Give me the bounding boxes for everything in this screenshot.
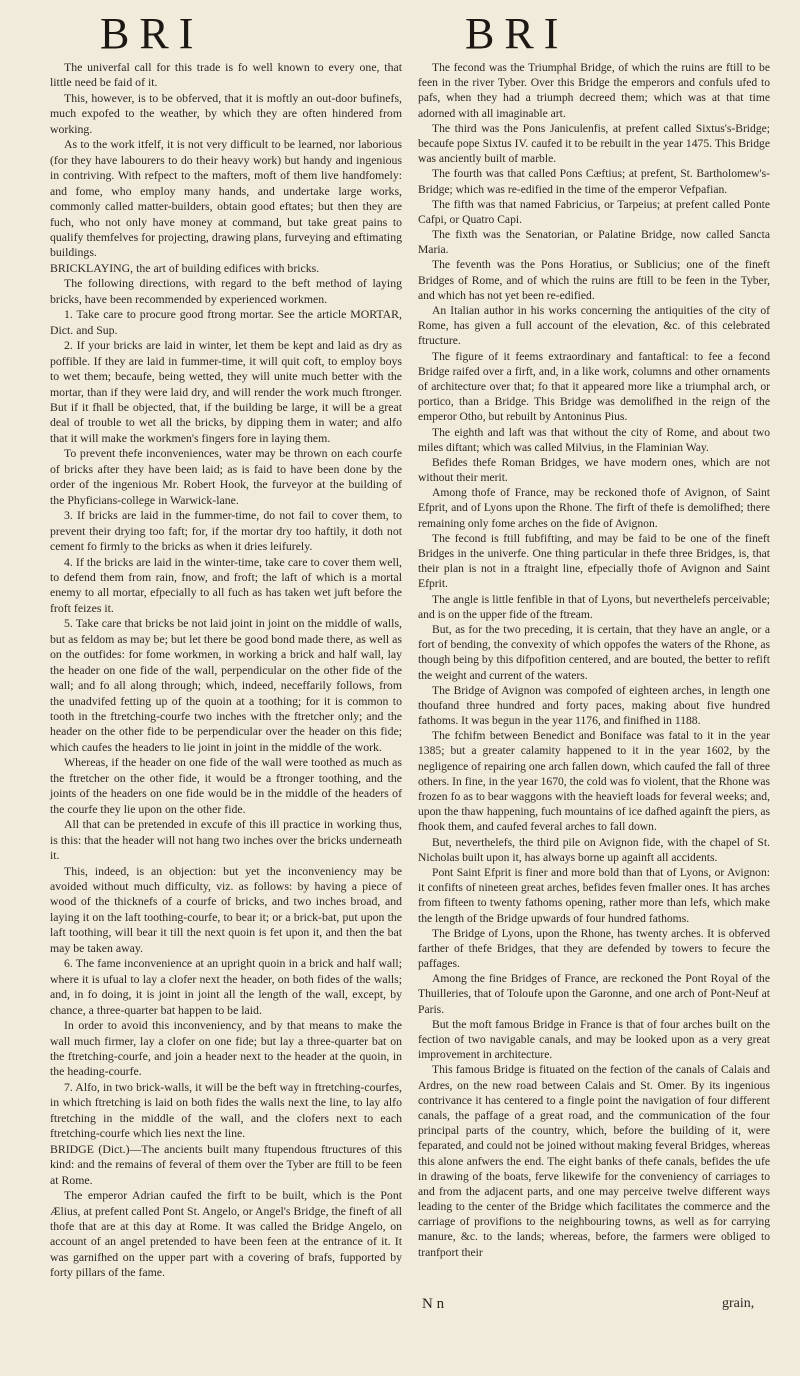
paragraph: But the moft famous Bridge in France is that of four arches built on the fection of two navigable canals, and may be looked upon as a very great improvement in architecture. (418, 1017, 770, 1062)
paragraph: The following directions, with regard to the beft method of laying bricks, have been recommended by experienced workmen. (50, 276, 402, 306)
paragraph: The figure of it feems extraordinary and fantaftical: to fee a fecond Bridge raifed over a firft, and, in a like work, columns and other ornaments of architecture over that; fo that it appeared more like a triumphal arch, or portico, than a Bridge. This Bridge was demolifhed in the reign of the emperor Otho, but rebuilt by Antoninus Pius. (418, 349, 770, 424)
entry-heading-paragraph: BRICKLAYING, the art of building edifices with bricks. (50, 260, 320, 275)
paragraph: The fixth was the Senatorian, or Palatine Bridge, now called Sancta Maria. (418, 228, 770, 257)
paragraph: The angle is little fenfible in that of Lyons, but neverthelefs perceivable; and is on the upper fide of the ftream. (418, 592, 770, 621)
running-header (0, 8, 800, 60)
entry-heading-paragraph: BRIDGE (Dict.)—The ancients built many ftupendous ftructures of this kind: and the remains of feveral of them over the Tyber are ftill to be feen at Rome. (50, 1141, 402, 1187)
left-column (50, 60, 402, 1281)
signature-mark: N n (422, 1296, 445, 1312)
paragraph: As to the work itfelf, it is not very difficult to be learned, nor laborious (for they have labourers to do their heavy work) but handy and ingenious in contriving. With refpect to the mafters, moft of them live handfomely: and fome, who employ many hands, and undertake large works, commonly called matter-builders, obtain good eftates; but then they are fuch, who not only have money at command, but take great pains to qualify themfelves for projecting, drawing plans, furveying and eftimating buildings. (50, 137, 402, 260)
paragraph: Among the fine Bridges of France, are reckoned the Pont Royal of the Thuilleries, that of Toloufe upon the Garonne, and one arch of Pont-Neuf at Paris. (418, 972, 770, 1016)
paragraph: 4. If the bricks are laid in the winter-time, take care to cover them well, to defend them from rain, fnow, and froft; the laft of which is a mortal enemy to all mortar, efpecially to all fuch as has taken wet juft before the froft feizes it. (50, 554, 402, 615)
paragraph: Befides thefe Roman Bridges, we have modern ones, which are not without their merit. (418, 455, 770, 485)
paragraph: The third was the Pons Janiculenfis, at prefent called Sixtus's-Bridge; becaufe pope Sixtus IV. caufed it to be rebuilt in the year 1475. This Bridge was anciently built of marble. (418, 121, 770, 166)
paragraph: The fifth was that named Fabricius, or Tarpeius; at prefent called Ponte Cafpi, or Quatro Capi. (418, 197, 770, 226)
paragraph: 3. If bricks are laid in the fummer-time, do not fail to cover them, to prevent their drying too faft; for, if the mortar dry too haftily, it doth not cement fo firmly to the bricks as when it dries leifurely. (50, 508, 402, 554)
running-head-left: BRI (100, 9, 204, 58)
paragraph: The emperor Adrian caufed the firft to be built, which is the Pont Ælius, at prefent called Pont St. Angelo, or Angel's Bridge, the fineft of all thofe that are at this day at Rome. It was called the Bridge Angelo, on account of an angel pretended to have been feen at the entrance of it. It was garnifhed on the upper part with a covering of brafs, fupported by forty pillars of the fame. (50, 1188, 402, 1280)
paragraph: But, neverthelefs, the third pile on Avignon fide, with the chapel of St. Nicholas built upon it, has always borne up againft all accidents. (418, 835, 770, 864)
paragraph: 2. If your bricks are laid in winter, let them be kept and laid as dry as poffible. If they are laid in fummer-time, it will quit coft, to employ boys to wet them; becaufe, being wetted, they will unite much better with the mortar, than if they were laid dry, and will render the work much ftronger. But if it fhall be objected, that, if the building be large, it will be a great deal of trouble to wet all the bricks, by dipping them in water; and alfo that it will make the workmen's fingers fore in laying them. (50, 338, 402, 445)
catchword: grain, (722, 1296, 755, 1311)
paragraph: The Bridge of Lyons, upon the Rhone, has twenty arches. It is obferved farther of thefe Bridges, that they are defended by towers to fecure the paffages. (418, 926, 770, 971)
paragraph: The feventh was the Pons Horatius, or Sublicius; one of the fineft Bridges of Rome, and of which the ruins are ftill to be feen in the Tyber, and which has not yet been re-edified. (418, 258, 770, 302)
running-head-right: BRI (465, 9, 569, 58)
paragraph: 5. Take care that bricks be not laid joint in joint on the middle of walls, but as feldom as may be; but let there be good bond made there, as well as on the outfides: for fome workmen, in working a brick and half wall, lay the header on one fide of the wall, perpendicular on the other fide of the wall; and fo all along through; which, indeed, neceffarily follows, from the unadvifed fetting up of the quoin at a toothing; for it is common to tooth in the ftretching-courfe two inches with the ftretcher only; and the header on the other fide to be perpendicular over the header on this fide; which caufes the headers to lie joint in joint in the middle of the work. (50, 616, 402, 754)
paragraph: The fecond is ftill fubfifting, and may be faid to be one of the fineft Bridges in the univerfe. One thing particular in thefe three Bridges, is, that their plan is not in a ftraight line, efpecially thofe of Avignon and Saint Efprit. (418, 531, 770, 591)
paragraph: An Italian author in his works concerning the antiquities of the city of Rome, has given a full account of the elevation, &c. of this celebrated ftructure. (418, 304, 770, 348)
paragraph: This, however, is to be obferved, that it is moftly an out-door bufinefs, much expofed to the weather, by which they are often hindered from working. (50, 90, 402, 136)
paragraph: The univerfal call for this trade is fo well known to every one, that little need be faid of it. (50, 60, 402, 90)
paragraph: The Bridge of Avignon was compofed of eighteen arches, in length one thoufand three hundred and forty paces, making about five hundred fathoms. It was begun in the year 1176, and finifhed in 1188. (418, 683, 770, 728)
paragraph: All that can be pretended in excufe of this ill practice in working thus, is this: that the header will not hang two inches over the bricks underneath it. (50, 817, 402, 863)
paragraph: Among thofe of France, may be reckoned thofe of Avignon, of Saint Efprit, and of Lyons upon the Rhone. The firft of thefe is demolifhed; there remaining only fome arches on the fide of Avignon. (418, 486, 770, 530)
paragraph: In order to avoid this inconveniency, and by that means to make the wall much firmer, lay a clofer on one fide; but lay a three-quarter bat on the ftretching-courfe, and join a header next to the header at the quoin, in the heading-courfe. (50, 1018, 402, 1079)
paragraph: 1. Take care to procure good ftrong mortar. See the article MORTAR, Dict. and Sup. (50, 307, 402, 337)
paragraph: This, indeed, is an objection: but yet the inconveniency may be avoided without much difficulty, viz. as follows: by having a piece of wood of the thicknefs of a courfe of bricks, and two inches broad, and laying it on the laft toothing-courfe, to bear it; or a brick-bat, put upon the laft toothing, will bear it till the next quoin is fet upon it, and then the bat may be taken away. (50, 863, 402, 955)
paragraph: 6. The fame inconvenience at an upright quoin in a brick and half wall; where it is ufual to lay a clofer next the header, on both fides of the walls; and, in fo doing, it is joint in joint all the length of the wall, except, by chance, a three-quarter bat happen to be laid. (50, 956, 402, 1017)
paragraph: This famous Bridge is fituated on the fection of the canals of Calais and Ardres, on the new road between Calais and St. Omer. By its ingenious contrivance it has centered to a fingle point the navigation of four different canals, the paffage of a great road, and the communication of the four principal parts of the country, which, before the building of it, were feparated, and could not be joined without making feveral Bridges, whereas this alone anfwers the end. The eight banks of thefe canals, befides the ufe in drawing of the boats, ferve likewife for the conveniency of carriages to and from the adjacent parts, and one may perceive twelve different ways leading to the center of the Bridge which facilitates the commerce and the carriage of provifions to the neighbouring towns, as well as for carrying manure, &c. to the lands; whereas, before, the farmers were obliged to tranfport their (418, 1063, 770, 1259)
paragraph: The fourth was that called Pons Cæftius; at prefent, St. Bartholomew's-Bridge; which was re-edified in the time of the emperor Vefpafian. (418, 167, 770, 196)
paragraph: The eighth and laft was that without the city of Rome, and about two miles diftant; which was called Milvius, in the Flaminian Way. (418, 425, 770, 454)
paragraph: Pont Saint Efprit is finer and more bold than that of Lyons, or Avignon: it confifts of nineteen great arches, befides feven fmaller ones. It has arches from fifteen to twenty fathoms opening, rather more than lefs, which make the length of the Bridge upwards of four hundred fathoms. (418, 865, 770, 925)
paragraph: To prevent thefe inconveniences, water may be thrown on each courfe of bricks after they have been laid; as is faid to have been done by the order of the ingenious Mr. Robert Hook, the furveyor at the building of the Phyficians-college in Warwick-lane. (50, 446, 402, 507)
paragraph: 7. Alfo, in two brick-walls, it will be the beft way in ftretching-courfes, in which ftretching is laid on both fides the walls next the line, to lay alfo ftretching in the middle of the wall, and the clofers next to each ftretching-courfe which lies next the line. (50, 1079, 402, 1141)
paragraph: But, as for the two preceding, it is certain, that they have an angle, or a fort of bending, the convexity of which oppofes the waters of the Rhone, as though being by this difpofition centered, and are bouted, the better to refift the weight and current of the waters. (418, 622, 770, 682)
paragraph: The fchifm between Benedict and Boniface was fatal to it in the year 1385; but a greater calamity happened to it in the year 1602, by the negligence of repairing one arch fallen down, which caufed the fall of three others. In fine, in the year 1670, the cold was fo violent, that the Rhone was frozen fo as to bear waggons with the heavieft loads for feveral weeks; and, upon the thaw happening, fuch mountains of ice dafhed againft the piers, as fhook them, and caufed feveral arches to fall down. (418, 729, 770, 834)
paragraph: Whereas, if the header on one fide of the wall were toothed as much as the ftretcher on the other fide, it would be a ftronger toothing, and the joints of the headers on one fide would be in the middle of the headers of the courfe they lie upon on the other fide. (50, 755, 402, 816)
right-column (418, 60, 770, 1260)
paragraph: The fecond was the Triumphal Bridge, of which the ruins are ftill to be feen in the river Tyber. Over this Bridge the emperors and confuls ufed to pafs, when they had a triumph decreed them; which was at that time adorned with all imaginable art. (418, 61, 770, 120)
